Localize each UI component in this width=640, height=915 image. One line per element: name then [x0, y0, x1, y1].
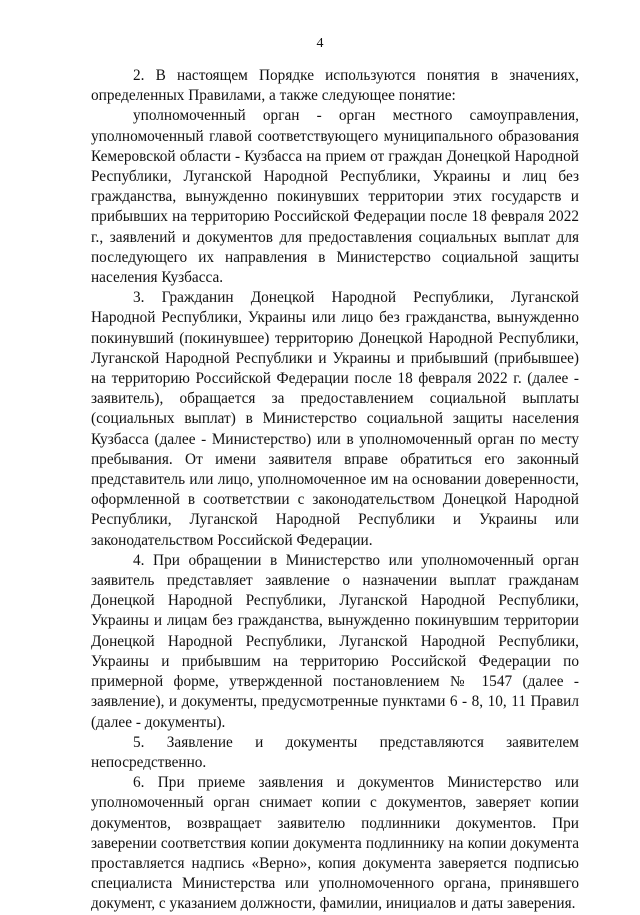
paragraph-3-applicant: 3. Гражданин Донецкой Народной Республики, Луганской Народной Республики, Украины или лицо без гражданства, вынужденно покинувший (покинувшее) территорию Донецкой Народной Республики, Луганской Народной Республики и Украины и прибывший (прибывшее) на территорию Российской Федерации после 18 февраля 2022 г. (далее - заявитель), обращается за предоставлением социальной выплаты (социальных выплат) в Министерство социальной защиты населения Кузбасса (далее - Министерство) или в уполномоченный орган по месту пребывания. От имени заявителя вправе обратиться его законный представитель или лицо, уполномоченное им на основании доверенности, оформленной в соответствии с законодательством Донецкой Народной Республики, Луганской Народной Республики и Украины или законодательством Российской Федерации.: [91, 289, 579, 549]
paragraph-4-application: 4. При обращении в Министерство или уполномоченный орган заявитель представляет заявление о назначении выплат гражданам Донецкой Народной Республики, Луганской Народной Республики, Украины и лицам без гражданства, вынужденно покинувшим территории Донецкой Народной Республики, Луганской Народной Республики, Украины и прибывшим на территорию Российской Федерации по примерной форме, утвержденной постановлением № 1547 (далее - заявление), и документы, предусмотренные пунктами 6 - 8, 10, 11 Правил (далее - документы).: [91, 551, 579, 731]
paragraph-authorized-body-definition: уполномоченный орган - орган местного самоуправления, уполномоченный главой соответствующего муниципального образования Кемеровской области - Кузбасса на прием от граждан Донецкой Народной Республики, Луганской Народной Республики, Украины и лиц без гражданства, вынужденно покинувших территории этих государств и прибывших на территорию Российской Федерации после 18 февраля 2022 г., заявлений и документов для предоставления социальных выплат для последующего их направления в Министерство социальной защиты населения Кузбасса.: [91, 107, 579, 287]
page-number: 4: [316, 36, 324, 51]
document-body: [91, 66, 579, 915]
paragraph-6-copies: 6. При приеме заявления и документов Министерство или уполномоченный орган снимает копии с документов, заверяет копии документов, возвращает заявителю подлинники документов. При заверении соответствия копии документа подлиннику на копии документа проставляется надпись «Верно», копия документа заверяется подписью специалиста Министерства или уполномоченного органа, принявшего документ, с указанием должности, фамилии, инициалов и даты заверения.: [91, 774, 579, 913]
paragraph-2-definitions-intro: 2. В настоящем Порядке используются понятия в значениях, определенных Правилами, а также следующее понятие:: [91, 67, 579, 105]
paragraph-5-submission: 5. Заявление и документы представляются заявителем непосредственно.: [91, 733, 579, 771]
